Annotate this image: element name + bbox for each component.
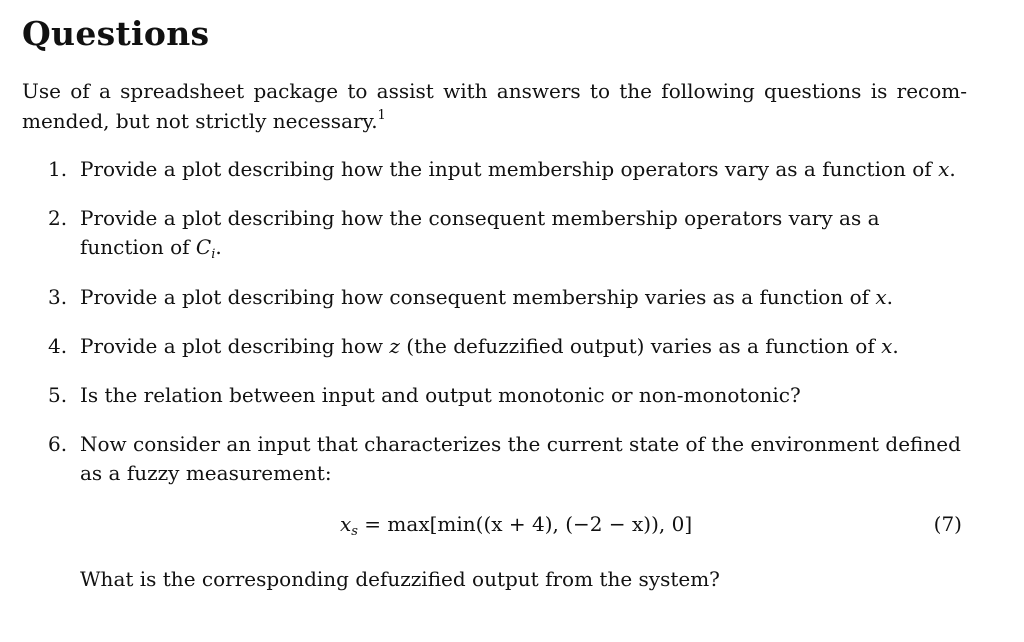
item-number: 4. bbox=[48, 334, 68, 358]
item-text bbox=[80, 204, 968, 269]
question-item-6 bbox=[48, 430, 968, 488]
equation-rhs: = max[min((x + 4), (−2 − x)), 0] bbox=[357, 512, 693, 536]
footnote-marker: 1 bbox=[377, 108, 386, 123]
item-text-part: Provide a plot describing how bbox=[80, 334, 390, 358]
item-text-part: . bbox=[892, 334, 899, 358]
question-item-4 bbox=[48, 332, 968, 361]
item-text bbox=[80, 332, 968, 361]
math-subscript: i bbox=[211, 247, 216, 262]
item-number: 6. bbox=[48, 432, 68, 456]
item-text: Now consider an input that characterizes the current state of the environment defined as a fuzzy measurement: bbox=[80, 432, 961, 485]
equation-7 bbox=[0, 512, 1024, 544]
item-text bbox=[80, 283, 968, 312]
question-item-5 bbox=[48, 381, 968, 410]
item-number: 1. bbox=[48, 157, 68, 181]
intro-text: Use of a spreadsheet package to assist with answers to the following questions is recom-mended, but not strictly necessary. bbox=[22, 79, 967, 133]
item-text-part: Provide a plot describing how the consequent membership operators vary as a function of bbox=[80, 206, 880, 259]
item-number: 5. bbox=[48, 383, 68, 407]
math-variable: x bbox=[881, 334, 893, 358]
item-text-part: Provide a plot describing how consequent membership varies as a function of bbox=[80, 285, 876, 309]
math-variable: x bbox=[938, 157, 950, 181]
item-text bbox=[80, 155, 968, 184]
question-item-3 bbox=[48, 283, 968, 312]
equation-body bbox=[340, 512, 692, 539]
item-text-part: (the defuzzified output) varies as a function of bbox=[399, 334, 882, 358]
item-text-part: . bbox=[949, 157, 956, 181]
question-item-1 bbox=[48, 155, 968, 184]
intro-paragraph bbox=[22, 76, 967, 136]
math-subscript: s bbox=[351, 524, 358, 539]
math-variable: z bbox=[389, 334, 400, 358]
math-variable: C bbox=[195, 235, 212, 259]
math-variable: x bbox=[340, 512, 352, 536]
item-text-part: . bbox=[215, 235, 222, 259]
question-item-2 bbox=[48, 204, 968, 269]
item-text-part: . bbox=[886, 285, 894, 309]
math-variable: x bbox=[875, 285, 887, 309]
item-number: 2. bbox=[48, 206, 68, 230]
equation-number: (7) bbox=[933, 512, 962, 536]
followup-question: What is the corresponding defuzzified output from the system? bbox=[80, 567, 720, 591]
item-number: 3. bbox=[48, 285, 68, 309]
item-text: Is the relation between input and output monotonic or non-monotonic? bbox=[80, 383, 801, 407]
section-heading: Questions bbox=[22, 14, 210, 53]
item-text-part: Provide a plot describing how the input membership operators vary as a function of bbox=[80, 157, 939, 181]
